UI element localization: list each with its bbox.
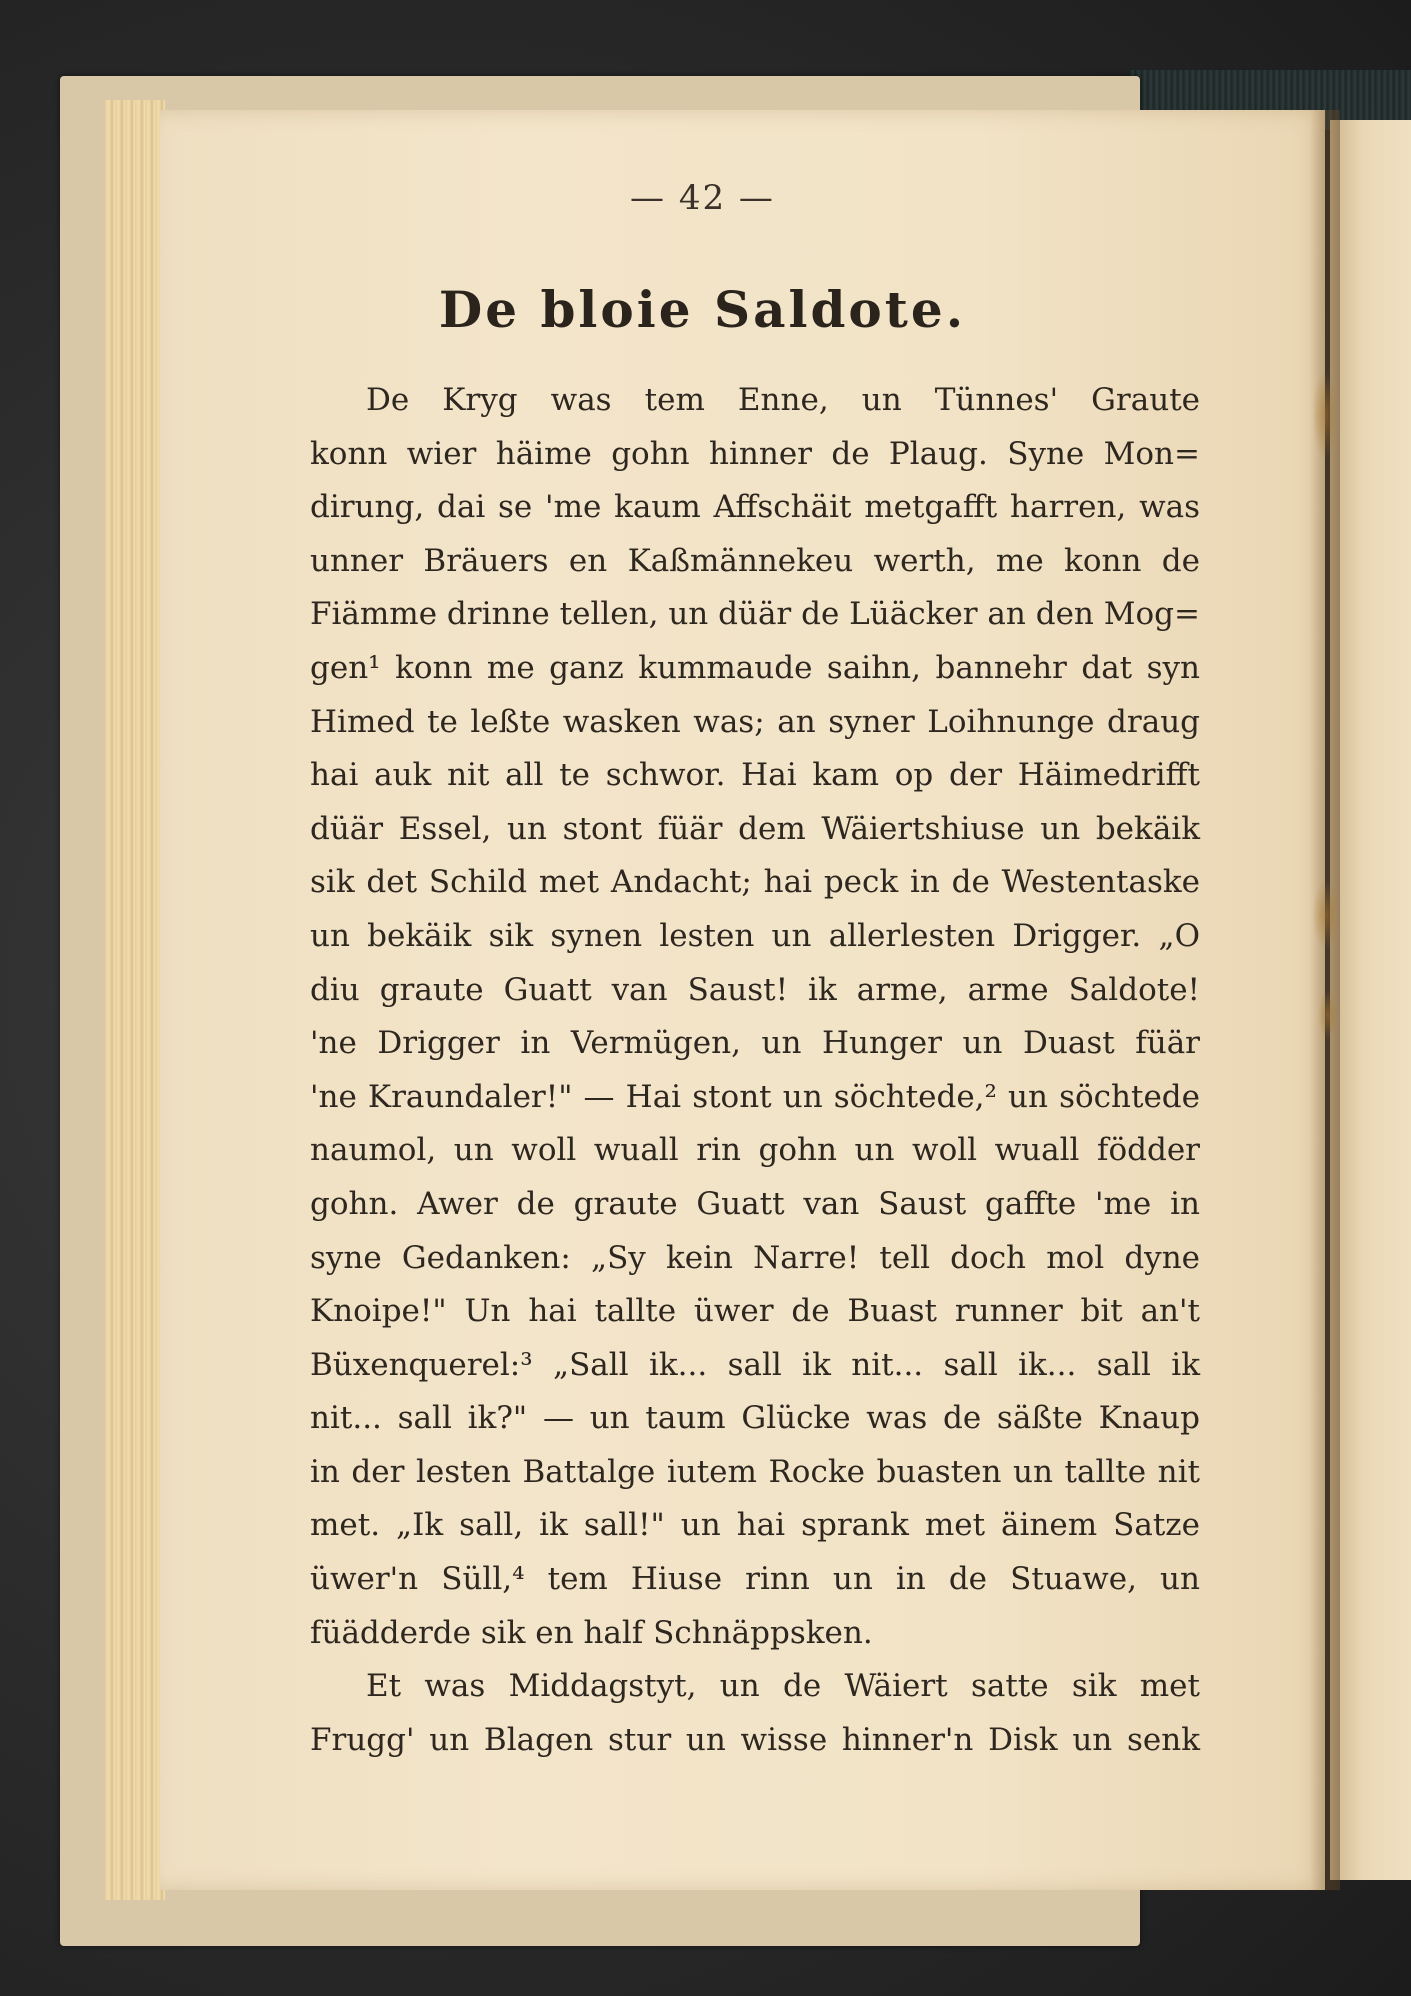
text-line: gohn. Awer de graute Guatt van Saust gaffte 'me in: [310, 1185, 1200, 1222]
text-line: düär Essel, un stont füär dem Wäiertshiuse un bekäik: [310, 810, 1200, 847]
text-line: naumol, un woll wuall rin gohn un woll wuall födder: [310, 1132, 1200, 1169]
text-line: unner Bräuers en Kaßmännekeu werth, me konn de: [310, 542, 1200, 579]
text-line: üwer'n Süll,⁴ tem Hiuse rinn un in de Stuawe, un: [310, 1561, 1200, 1598]
text-line: De Kryg was tem Enne, un Tünnes' Graute: [366, 382, 1200, 418]
text-line: 'ne Kraundaler!" — Hai stont un söchtede,² un söchtede: [310, 1078, 1200, 1115]
text-line: nit... sall ik?" — un taum Glücke was de säßte Knaup: [310, 1400, 1200, 1437]
text-line: Knoipe!" Un hai tallte üwer de Buast runner bit an't: [310, 1293, 1200, 1330]
text-line: hai auk nit all te schwor. Hai kam op der Häimedrifft: [310, 757, 1200, 794]
text-line: konn wier häime gohn hinner de Plaug. Syne Mon=: [310, 435, 1200, 472]
text-line: Fiämme drinne tellen, un düär de Lüäcker an den Mog=: [310, 596, 1200, 633]
text-line: Frugg' un Blagen stur un wisse hinner'n Disk un senk: [310, 1721, 1200, 1758]
text-line: met. „Ik sall, ik sall!" un hai sprank met äinem Satze: [310, 1507, 1200, 1544]
text-line: dirung, dai se 'me kaum Affschäit metgafft harren, was: [310, 489, 1200, 526]
text-line: Et was Middagstyt, un de Wäiert satte sik met: [366, 1668, 1200, 1705]
foxing-stain: [1318, 990, 1338, 1040]
text-line: füädderde sik en half Schnäppsken.: [310, 1614, 873, 1651]
foxing-stain: [1312, 370, 1338, 460]
text-line: sik det Schild met Andacht; hai peck in de Westentaske: [310, 864, 1200, 901]
text-line: diu graute Guatt van Saust! ik arme, arme Saldote!: [310, 971, 1200, 1008]
text-line: un bekäik sik synen lesten un allerlesten Drigger. „O: [310, 917, 1200, 954]
text-line: Himed te leßte wasken was; an syner Loihnunge draug: [310, 703, 1200, 740]
page-number: — 42 —: [630, 178, 775, 218]
text-line: gen¹ konn me ganz kummaude saihn, bannehr dat syn: [310, 649, 1200, 686]
text-line: 'ne Drigger in Vermügen, un Hunger un Duast füär: [310, 1025, 1200, 1062]
chapter-title: De bloie Saldote.: [438, 280, 967, 339]
foxing-stain: [1312, 880, 1340, 950]
text-line: in der lesten Battalge iutem Rocke buasten un tallte nit: [310, 1453, 1200, 1490]
page-edges: [105, 100, 165, 1900]
facing-page-edge: [1330, 120, 1411, 1880]
text-line: Büxenquerel:³ „Sall ik... sall ik nit... sall ik... sall ik: [310, 1346, 1200, 1383]
body-text: [310, 374, 1200, 1767]
text-line: syne Gedanken: „Sy kein Narre! tell doch mol dyne: [310, 1239, 1200, 1276]
